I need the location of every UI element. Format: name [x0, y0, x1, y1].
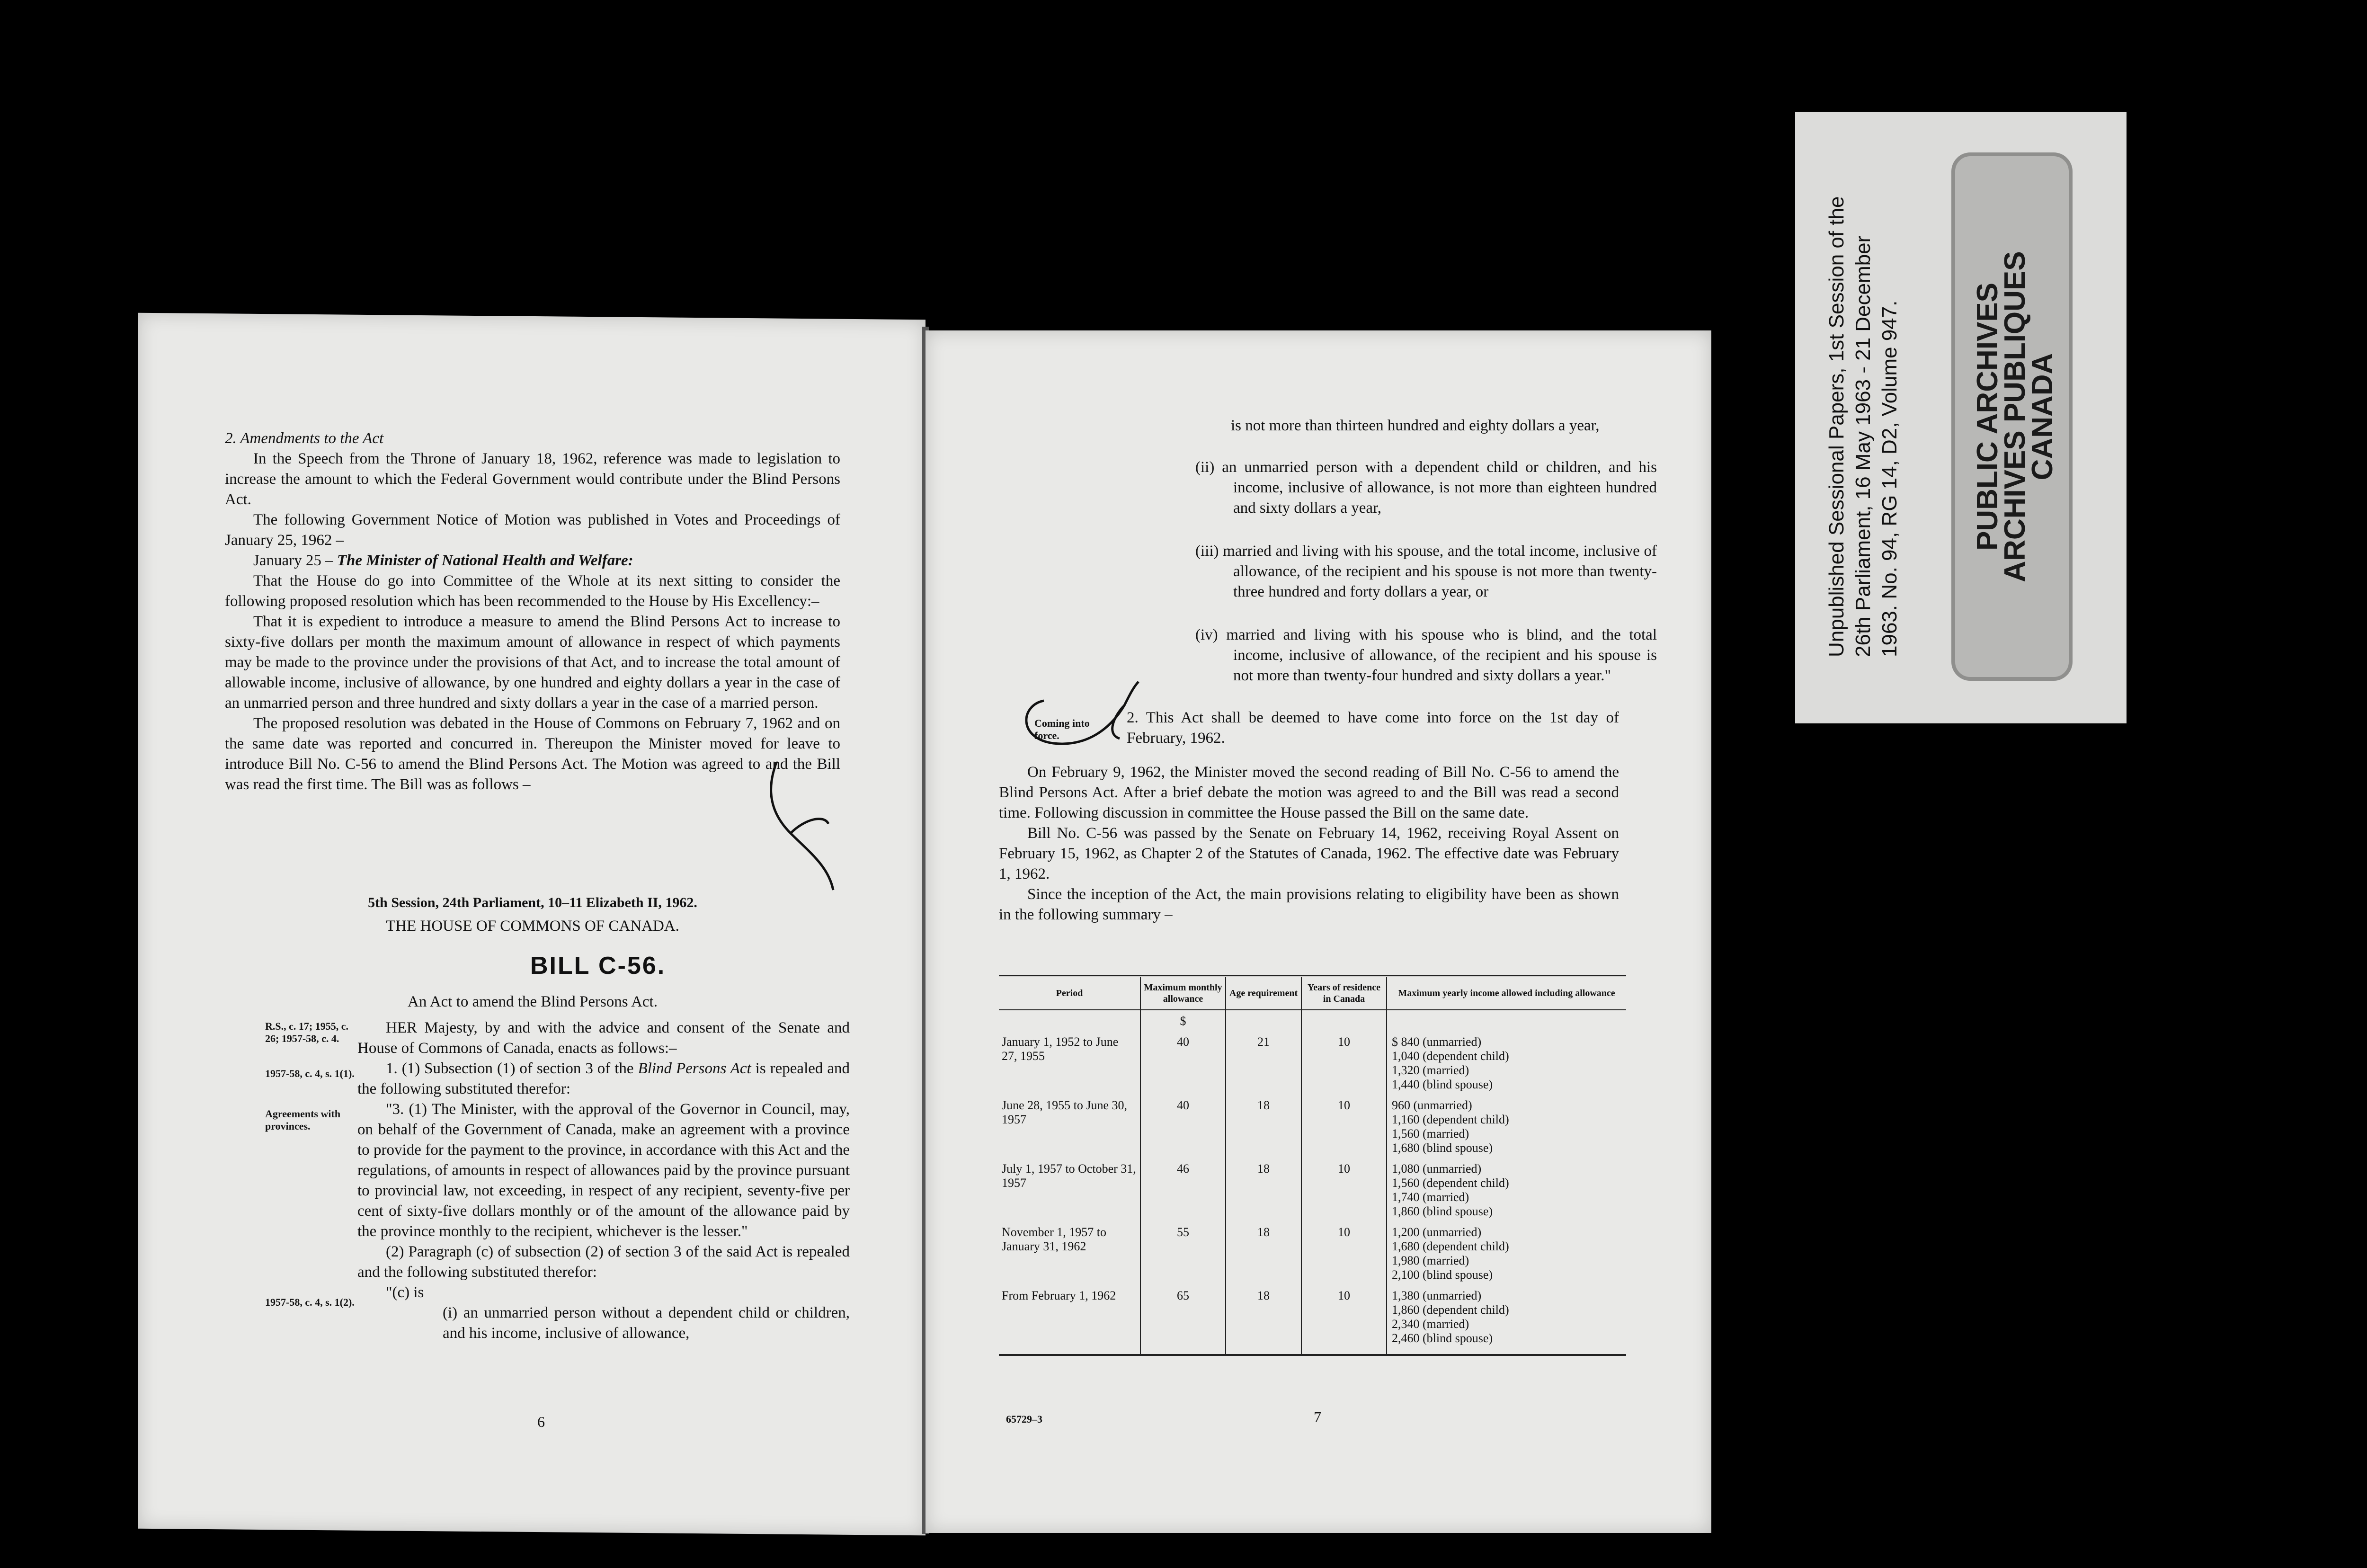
bill-title: BILL C-56. — [530, 952, 666, 980]
minister-title: The Minister of National Health and Welfare: — [337, 552, 633, 569]
subsection-2: (2) Paragraph (c) of subsection (2) of section 3 of the said Act is repealed and the following substituted therefor: — [357, 1243, 850, 1281]
paragraph: That the House do go into Committee of the Whole at its next sitting to consider the following proposed resolution which has been recommended to the House by His Excellency:– — [225, 572, 840, 610]
session-line: 5th Session, 24th Parliament, 10–11 Elizabeth II, 1962. — [368, 895, 697, 910]
income-line: 1,680 (blind spouse) — [1392, 1141, 1493, 1155]
table-cell: 18 — [1226, 1158, 1301, 1221]
table-cell: From February 1, 1962 — [999, 1285, 1140, 1355]
table-cell: 10 — [1301, 1095, 1387, 1158]
archive-reference-card — [1795, 112, 2127, 723]
table-cell: 65 — [1140, 1285, 1226, 1355]
clause-c-i: (i) an unmarried person without a dependent child or children, and his income, inclusive of allowance, — [443, 1304, 850, 1342]
clause-c: "(c) is — [386, 1284, 424, 1301]
stamp-text — [1971, 156, 2059, 677]
section-1-text: 1. (1) Subsection (1) of section 3 of the — [386, 1060, 638, 1077]
income-line: 1,320 (married) — [1392, 1063, 1469, 1077]
coming-into-force-note: Coming into force. — [1034, 717, 1090, 741]
table-row — [999, 1221, 1626, 1285]
table-cell — [1387, 1031, 1626, 1095]
table-row — [999, 1095, 1626, 1158]
income-line: 1,200 (unmarried) — [1392, 1225, 1482, 1239]
table-cell — [1301, 1010, 1387, 1031]
table-cell: June 28, 1955 to June 30, 1957 — [1002, 1098, 1128, 1126]
caption-line: Unpublished Sessional Papers, 1st Session of the — [1825, 196, 1848, 657]
table-cell: July 1, 1957 to October 31, 1957 — [1002, 1162, 1136, 1190]
section-heading: 2. Amendments to the Act — [225, 430, 384, 447]
table-cell: November 1, 1957 to January 31, 1962 — [1002, 1225, 1106, 1253]
stamp-line: CANADA — [2026, 353, 2059, 481]
table-cell: January 1, 1952 to June 27, 1955 — [1002, 1035, 1119, 1063]
table-cell: 10 — [1301, 1031, 1387, 1095]
table-cell — [1387, 1285, 1626, 1355]
right-body — [999, 762, 1619, 925]
table-body — [999, 1010, 1626, 1355]
paragraph: Bill No. C-56 was passed by the Senate on February 14, 1962, receiving Royal Assent on February 15, 1962, as Chapter 2 of the Statutes of Canada, 1962. The effective date was February 1, 1962. — [999, 825, 1619, 882]
table-row — [999, 1031, 1626, 1095]
column-header: Years of residence in Canada — [1301, 976, 1387, 1010]
table-header-row — [999, 976, 1626, 1010]
table-cell — [1387, 1158, 1626, 1221]
table-cell: 18 — [1226, 1285, 1301, 1355]
table-cell: 10 — [1301, 1221, 1387, 1285]
act-title: An Act to amend the Blind Persons Act. — [408, 993, 658, 1010]
table-row — [999, 1158, 1626, 1221]
card-caption — [1824, 136, 1903, 657]
unit-cell: $ — [1140, 1010, 1226, 1031]
section-2: 2. This Act shall be deemed to have come into force on the 1st day of February, 1962. — [1127, 709, 1619, 747]
section-1 — [357, 1059, 850, 1099]
clause-c-ii: (ii) an unmarried person with a dependent child or children, and his income, inclusive of allowance, is not more than eighteen hundred and sixty dollars a year, — [1195, 459, 1657, 517]
date-prefix: January 25 – — [253, 552, 337, 569]
income-line: 1,380 (unmarried) — [1392, 1289, 1482, 1302]
table-cell: 46 — [1140, 1158, 1226, 1221]
caption-line: 26th Parliament, 16 May 1963 - 21 December — [1851, 235, 1875, 657]
margin-note: 1957-58, c. 4, s. 1(1). — [265, 1068, 355, 1079]
caption-line: 1963. No. 94, RG 14, D2, Volume 947. — [1878, 300, 1901, 657]
paragraph: The following Government Notice of Motion was published in Votes and Proceedings of January 25, 1962 – — [225, 511, 840, 549]
bill-body — [357, 1018, 850, 1344]
column-header: Maximum monthly allowance — [1140, 976, 1226, 1010]
table-cell: 40 — [1140, 1095, 1226, 1158]
table-cell — [999, 1010, 1140, 1031]
table-cell: 40 — [1140, 1031, 1226, 1095]
table-cell: 18 — [1226, 1095, 1301, 1158]
house-line: THE HOUSE OF COMMONS OF CANADA. — [386, 918, 679, 935]
paragraph: On February 9, 1962, the Minister moved the second reading of Bill No. C-56 to amend the Blind Persons Act. After a brief debate the motion was agreed to and the Bill was read a second time. Following discussion in committee the House passed the Bill on the same date. — [999, 764, 1619, 821]
table-cell: 55 — [1140, 1221, 1226, 1285]
paragraph: Since the inception of the Act, the main provisions relating to eligibility have been as shown in the following summary – — [999, 886, 1619, 923]
income-line: 1,560 (married) — [1392, 1127, 1469, 1140]
margin-note: Agreements with provinces. — [265, 1108, 341, 1132]
income-line: 2,340 (married) — [1392, 1317, 1469, 1331]
income-line: 2,460 (blind spouse) — [1392, 1331, 1493, 1345]
stamp-line: ARCHIVES PUBLIQUES — [1999, 251, 2031, 582]
margin-note: R.S., c. 17; 1955, c. 26; 1957-58, c. 4. — [265, 1020, 348, 1044]
income-line: 1,860 (dependent child) — [1392, 1303, 1509, 1317]
column-header: Maximum yearly income allowed including allowance — [1387, 976, 1626, 1010]
left-body — [225, 428, 840, 795]
clause-c-cont: is not more than thirteen hundred and eighty dollars a year, — [1231, 417, 1600, 434]
page-number: 6 — [537, 1413, 545, 1430]
income-line: $ 840 (unmarried) — [1392, 1035, 1482, 1049]
table-cell: 10 — [1301, 1285, 1387, 1355]
paragraph: In the Speech from the Throne of January 18, 1962, reference was made to legislation to increase the amount to which the Federal Government would contribute under the Blind Persons Act. — [225, 450, 840, 508]
printer-code: 65729–3 — [1006, 1413, 1042, 1425]
paragraph — [225, 551, 840, 571]
income-line: 1,160 (dependent child) — [1392, 1113, 1509, 1126]
income-line: 1,980 (married) — [1392, 1254, 1469, 1267]
unit-row — [999, 1010, 1626, 1031]
paragraph: The proposed resolution was debated in the House of Commons on February 7, 1962 and on the same date was reported and concurred in. Thereupon the Minister moved for leave to introduce Bill No. C-56 to amend the Blind Persons Act. The Motion was agreed to and the Bill was read the first time. The Bill was as follows – — [225, 715, 840, 793]
column-header: Age requirement — [1226, 976, 1301, 1010]
income-line: 1,040 (dependent child) — [1392, 1049, 1509, 1063]
paragraph: That it is expedient to introduce a measure to amend the Blind Persons Act to increase to sixty-five dollars per month the maximum amount of allowance in respect of which payments may be made to the province under the provisions of that Act, and to increase the total amount of allowable income, inclusive of allowance, by one hundred and eighty dollars a year in the case of an unmarried person and three hundred and sixty dollars a year in the case of a married person. — [225, 613, 840, 712]
eligibility-summary-table — [999, 975, 1626, 1356]
column-header: Period — [999, 976, 1140, 1010]
card-content — [1795, 112, 2127, 723]
handwritten-mark — [757, 748, 871, 904]
table-cell — [1387, 1095, 1626, 1158]
margin-note: 1957-58, c. 4, s. 1(2). — [265, 1296, 355, 1308]
page-number: 7 — [1314, 1408, 1321, 1425]
table-cell: 21 — [1226, 1031, 1301, 1095]
clause-c-iii: (iii) married and living with his spouse, and the total income, inclusive of allowance, of the recipient and his spouse is not more than twenty-three hundred and forty dollars a year, or — [1195, 543, 1657, 600]
table-cell: 18 — [1226, 1221, 1301, 1285]
table-cell — [1387, 1221, 1626, 1285]
archives-stamp — [1951, 152, 2073, 681]
stamp-line: PUBLIC ARCHIVES — [1971, 282, 2004, 551]
enacting-clause: HER Majesty, by and with the advice and consent of the Senate and House of Commons of Canada, enacts as follows:– — [357, 1019, 850, 1057]
section-3-text: "3. (1) The Minister, with the approval of the Governor in Council, may, on behalf of the Government of Canada, make an agreement with a province to provide for the payment to the province, in accordance with this Act and the regulations, of amounts in respect of allowances paid by the province pursuant to provincial law, not exceeding, in respect of any recipient, seventy-five per cent of sixty-five dollars monthly or of the amount of the allowance paid by the province monthly to the recipient, whichever is the lesser." — [357, 1101, 850, 1240]
table-cell — [1387, 1010, 1626, 1031]
table-row — [999, 1285, 1626, 1355]
income-line: 1,440 (blind spouse) — [1392, 1078, 1493, 1091]
income-line: 1,860 (blind spouse) — [1392, 1204, 1493, 1218]
act-name: Blind Persons Act — [638, 1060, 751, 1077]
income-line: 1,680 (dependent child) — [1392, 1239, 1509, 1253]
income-line: 1,560 (dependent child) — [1392, 1176, 1509, 1190]
clause-c-iv: (iv) married and living with his spouse who is blind, and the total income, inclusive of allowance, of the recipient and his spouse is not more than twenty-four hundred and sixty dollars a year." — [1195, 626, 1657, 684]
section-1-text: is repealed and the following substituted therefor: — [357, 1060, 850, 1097]
income-line: 1,080 (unmarried) — [1392, 1162, 1482, 1176]
table-cell: 10 — [1301, 1158, 1387, 1221]
income-line: 2,100 (blind spouse) — [1392, 1268, 1493, 1282]
income-line: 1,740 (married) — [1392, 1190, 1469, 1204]
table-cell — [1226, 1010, 1301, 1031]
income-line: 960 (unmarried) — [1392, 1098, 1472, 1112]
